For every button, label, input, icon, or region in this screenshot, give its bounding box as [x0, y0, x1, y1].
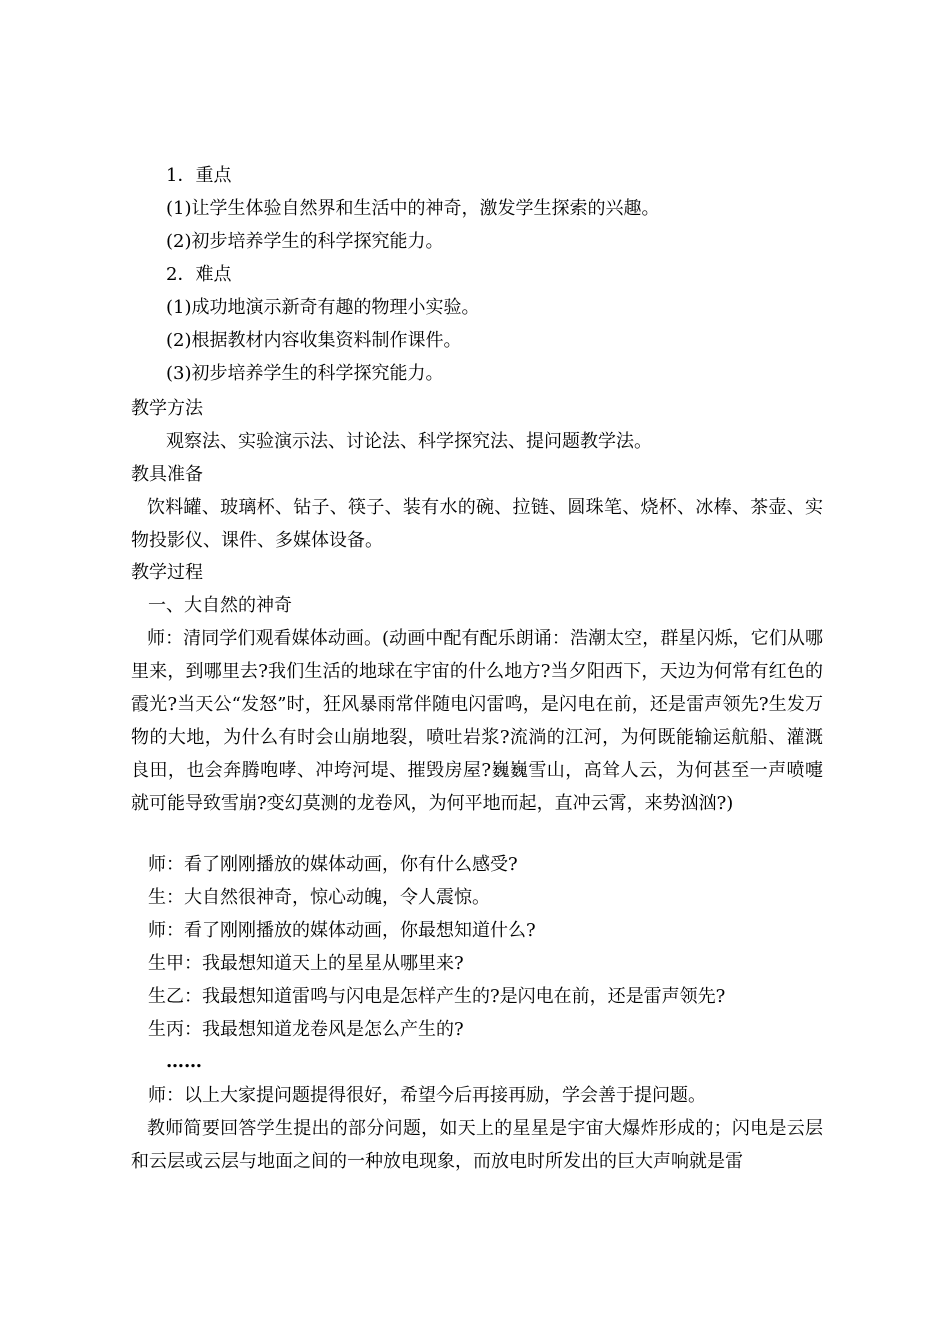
tools-text: 饮料罐、玻璃杯、钻子、筷子、装有水的碗、拉链、圆珠笔、烧杯、冰棒、茶壶、实物投影仪、课件、多媒体设备。 — [131, 497, 823, 551]
key-point-item: (1)让学生体验自然界和生活中的神奇，激发学生探索的兴趣。 — [166, 198, 660, 219]
dialogue-line: 师：看了刚刚播放的媒体动画，你最想知道什么? — [148, 920, 536, 941]
difficulty-item: (1)成功地演示新奇有趣的物理小实验。 — [166, 297, 480, 318]
dialogue-line: 师：看了刚刚播放的媒体动画，你有什么感受? — [148, 854, 518, 875]
teacher-intro-paragraph: 师：清同学们观看媒体动画。(动画中配有配乐朗诵：浩潮太空，群星闪烁，它们从哪里来，到哪里去?我们生活的地球在宇宙的什么地方?当夕阳西下，天边为何常有红色的霞光?当天公“发怒”时，狂风暴雨常伴随电闪雷鸣，是闪电在前，还是雷声领先?生发万物的大地，为什么有时会山崩地裂，喷吐岩浆?流淌的江河，为何既能输运航船、灌溉良田，也会奔腾咆哮、冲垮河堤、摧毁房屋?巍巍雪山，高耸人云，为何甚至一声喷嚏就可能导致雪崩?变幻莫测的龙卷风，为何平地而起，直冲云霄，来势汹汹?) — [131, 628, 823, 814]
dialogue-line: 生丙：我最想知道龙卷风是怎么产生的? — [148, 1019, 464, 1040]
tools-heading: 教具准备 — [131, 464, 203, 485]
dialogue-line: 生乙：我最想知道雷鸣与闪电是怎样产生的?是闪电在前，还是雷声领先? — [148, 986, 726, 1007]
section-title: 一、大自然的神奇 — [148, 595, 292, 616]
ellipsis: …… — [166, 1051, 202, 1072]
dialogue-line: 生甲：我最想知道天上的星星从哪里来? — [148, 953, 464, 974]
difficulty-item: (3)初步培养学生的科学探究能力。 — [166, 363, 444, 384]
process-heading: 教学过程 — [131, 562, 203, 583]
teacher-answer-paragraph: 教师简要回答学生提出的部分问题，如天上的星星是宇宙大爆炸形成的；闪电是云层和云层或云层与地面之间的一种放电现象，而放电时所发出的巨大声响就是雷 — [131, 1118, 823, 1172]
methods-text: 观察法、实验演示法、讨论法、科学探究法、提问题教学法。 — [166, 431, 652, 452]
key-point-item: (2)初步培养学生的科学探究能力。 — [166, 231, 444, 252]
dialogue-line: 生：大自然很神奇，惊心动魄，令人震惊。 — [148, 887, 490, 908]
teacher-praise: 师：以上大家提问题提得很好，希望今后再接再励，学会善于提问题。 — [148, 1085, 706, 1106]
difficulty-heading: 2．难点 — [166, 264, 232, 285]
methods-heading: 教学方法 — [131, 398, 203, 419]
key-point-heading: 1．重点 — [166, 165, 232, 186]
difficulty-item: (2)根据教材内容收集资料制作课件。 — [166, 330, 462, 351]
